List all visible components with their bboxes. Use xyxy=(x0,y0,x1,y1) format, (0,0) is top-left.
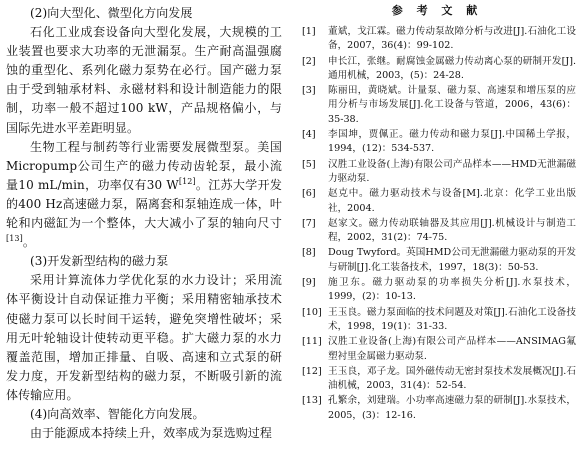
body-text-column xyxy=(6,4,282,443)
reference-number: [10] xyxy=(302,306,322,318)
section-heading: (4)向高效率、智能化方向发展。 xyxy=(30,406,205,421)
reference-item xyxy=(298,394,576,423)
reference-number: [3] xyxy=(302,85,316,97)
citation-marker: [13] xyxy=(6,234,23,244)
reference-number: [1] xyxy=(302,26,316,37)
section-heading: (2)向大型化、微型化方向发展 xyxy=(30,6,193,20)
citation-marker: [12] xyxy=(178,176,196,186)
reference-number: [7] xyxy=(302,217,316,229)
reference-number: [4] xyxy=(302,129,316,141)
section-heading: (3)开发新型结构的磁力泵 xyxy=(30,254,169,269)
reference-number: [8] xyxy=(302,247,316,259)
body-paragraph: 石化工业成套设备向大型化发展，大规模的工业装置也要求大功率的无泄漏泵。生产耐高温强腐蚀的重型化、系列化磁力泵势在必行。国产磁力泵由于受到轴承材料、永磁材料和设计制造能力的限制，功率一般不超过100 kW，产品规格偏小，与国际先进水平差距明显。 xyxy=(6,25,282,135)
reference-text: 王玉良。磁力泵面临的技术问题及对策[J].石油化工设备技术，1998，19(1)：31-33. xyxy=(328,306,576,332)
reference-item xyxy=(298,158,576,187)
body-paragraph: 由于能源成本持续上升，效率成为泵选购过程 xyxy=(30,426,273,441)
reference-number: [13] xyxy=(302,395,322,407)
reference-item xyxy=(298,365,576,394)
reference-text: 汉胜工业设备(上海)有限公司产品样本——ANSIMAG氟塑衬里金属磁力驱动泵. xyxy=(328,336,576,362)
reference-list xyxy=(298,25,576,423)
reference-item xyxy=(298,306,576,335)
reference-number: [2] xyxy=(302,55,316,67)
reference-item xyxy=(298,128,576,157)
reference-item xyxy=(298,246,576,275)
reference-text: 董斌，戈江霖。磁力传动泵故障分析与改进[J].石油化工设备，2007，36(4)：99-102. xyxy=(328,26,576,52)
reference-item xyxy=(298,55,576,84)
reference-number: [6] xyxy=(302,188,316,200)
reference-text: 申长江，张继。耐腐蚀金属磁力传动离心泵的研制开发[J].通用机械，2003，(5)：24-28. xyxy=(328,55,576,81)
reference-text: 赵克中。磁力驱动技术与设备[M].北京：化学工业出版社，2004. xyxy=(328,188,576,214)
reference-number: [11] xyxy=(302,336,322,348)
reference-number: [9] xyxy=(302,277,316,289)
paragraph-text: 。江苏大学开发的400 Hz高速磁力泵，隔离套和泵轴连成一体，叶轮和内磁缸为一个整体，大大减小了泵的轴向尺寸 xyxy=(6,177,282,231)
paragraph-text: 。 xyxy=(22,235,35,250)
references-column xyxy=(298,4,576,424)
body-paragraph xyxy=(6,138,282,253)
reference-text: Doug Twyford。英国HMD公司无泄漏磁力驱动泵的开发与研制[J].化工装备技术，1997，18(3)：50-53. xyxy=(328,247,576,273)
reference-text: 赵家文。磁力传动联轴器及其应用[J].机械设计与制造工程，2002，31(2)：74-75. xyxy=(328,217,576,244)
reference-text: 孔繁余，刘建瑞。小功率高速磁力泵的研制[J].水泵技术，2005，(3)：12-16. xyxy=(328,395,576,421)
reference-text: 陈丽田，黄晓斌。计量泵、磁力泵、高速泵和增压泵的应用分析与市场发展[J].化工设备与管道，2006，43(6)：35-38. xyxy=(328,85,576,125)
references-title: 参 考 文 献 xyxy=(391,4,483,17)
reference-item xyxy=(298,84,576,127)
reference-item xyxy=(298,25,576,54)
reference-item xyxy=(298,276,576,305)
reference-item xyxy=(298,187,576,216)
reference-number: [5] xyxy=(302,158,316,170)
reference-text: 汉胜工业设备(上海)有限公司产品样本——HMD无泄漏磁力驱动泵. xyxy=(328,158,576,184)
reference-text: 李国坤，贾佩正。磁力传动和磁力泵[J].中国稀土学报，1994，(12)：534-537. xyxy=(328,129,576,155)
reference-number: [12] xyxy=(302,365,322,377)
reference-text: 施卫东。磁力驱动泵的功率损失分析[J].水泵技术，1999，(2)：10-13. xyxy=(328,277,576,303)
body-paragraph: 采用计算流体力学优化泵的水力设计；采用流体平衡设计自动保证推力平衡；采用精密轴承技术使磁力泵可以长时间干运转，避免突增性破坏；采用无叶轮轴设计使转动更平稳。扩大磁力泵的水力覆盖范围，增加正排量、自吸、高速和立式泵的研发力度，开发新型结构的磁力泵，不断吸引新的流体传输应用。 xyxy=(6,273,282,402)
reference-text: 王玉良，邓子龙。国外磁传动无密封泵技术发展概况[J].石油机械，2003，31(4)：52-54. xyxy=(328,365,576,392)
reference-item xyxy=(298,217,576,246)
paragraph-text: 生物工程与制药等行业需要发展微型泵。美国Micropump公司生产的磁力传动齿轮泵，最小流量10 mL/min，功率仅有30 W xyxy=(6,139,282,192)
reference-item xyxy=(298,335,576,364)
